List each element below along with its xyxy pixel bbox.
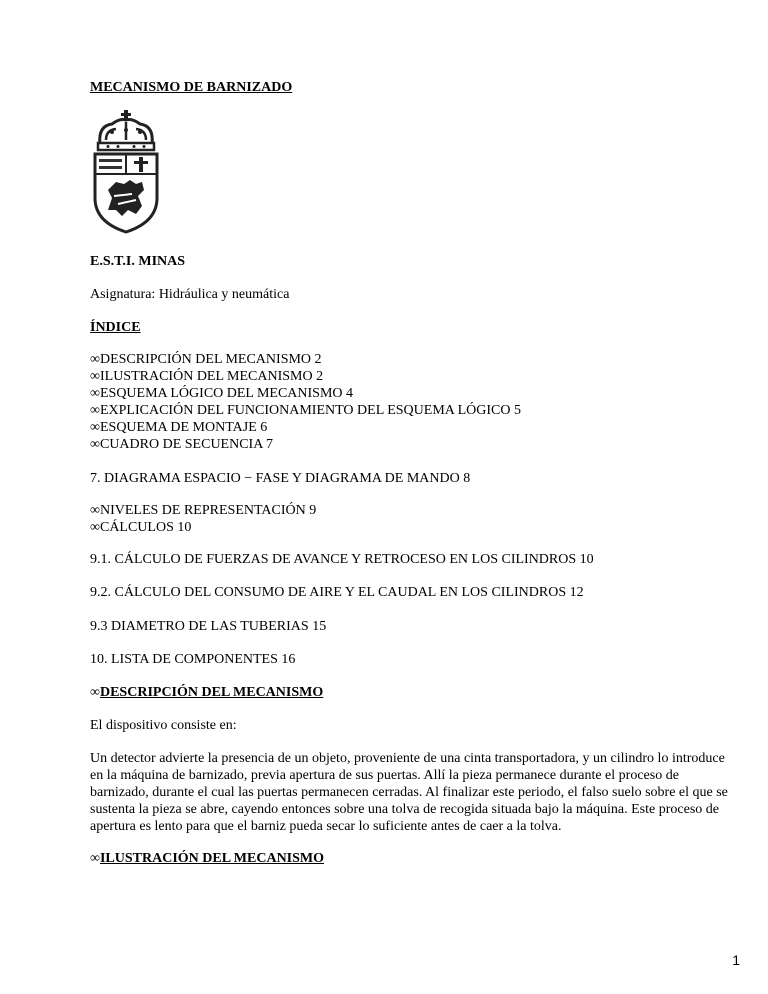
infinity-bullet-icon: ∞: [90, 386, 100, 401]
description-paragraph: Un detector advierte la presencia de un objeto, proveniente de una cinta transportadora, y un cilindro lo introduce en la máquina de barnizado, previa apertura de sus puertas. Allí la pieza permanece durante el proceso de barnizado, durante el cual las puertas permanecen cerradas. Al finalizar este periodo, el falso suelo sobre el que se sustenta la pieza se abre, cayendo entonces sobre una tolva de recogida situada bajo la máquina. Este proceso de apertura es lento para que el barniz pueda secar lo suficiente antes de caer a la tolva.: [90, 751, 728, 834]
index-item-9-2: 9.2. CÁLCULO DEL CONSUMO DE AIRE Y EL CAUDAL EN LOS CILINDROS 12: [90, 585, 584, 600]
document-title: MECANISMO DE BARNIZADO: [90, 80, 293, 95]
infinity-bullet-icon: ∞: [90, 352, 100, 367]
school-name: E.S.T.I. MINAS: [90, 254, 186, 269]
section-1-heading: ∞DESCRIPCIÓN DEL MECANISMO: [90, 685, 324, 700]
index-item-10: 10. LISTA DE COMPONENTES 16: [90, 652, 296, 667]
index-item-7: 7. DIAGRAMA ESPACIO − FASE Y DIAGRAMA DE MANDO 8: [90, 471, 471, 486]
index-item-9-1: 9.1. CÁLCULO DE FUERZAS DE AVANCE Y RETROCESO EN LOS CILINDROS 10: [90, 552, 594, 567]
infinity-bullet-icon: ∞: [90, 851, 100, 866]
infinity-bullet-icon: ∞: [90, 369, 100, 384]
infinity-bullet-icon: ∞: [90, 437, 100, 452]
infinity-bullet-icon: ∞: [90, 503, 100, 518]
index-item: ∞NIVELES DE REPRESENTACIÓN 9: [90, 503, 317, 518]
index-list-2: [90, 502, 316, 536]
section-2-heading: ∞ILUSTRACIÓN DEL MECANISMO: [90, 851, 325, 866]
index-item: ∞CÁLCULOS 10: [90, 520, 192, 535]
index-item: ∞DESCRIPCIÓN DEL MECANISMO 2: [90, 352, 322, 367]
index-item: ∞ILUSTRACIÓN DEL MECANISMO 2: [90, 369, 324, 384]
index-list-1: [90, 351, 521, 453]
page-number: 1: [732, 952, 740, 968]
intro-text: El dispositivo consiste en:: [90, 718, 237, 733]
infinity-bullet-icon: ∞: [90, 420, 100, 435]
infinity-bullet-icon: ∞: [90, 520, 100, 535]
index-heading: ÍNDICE: [90, 320, 141, 335]
infinity-bullet-icon: ∞: [90, 685, 100, 700]
university-crest-logo: [92, 110, 160, 235]
index-item: ∞EXPLICACIÓN DEL FUNCIONAMIENTO DEL ESQUEMA LÓGICO 5: [90, 403, 522, 418]
index-item: ∞ESQUEMA DE MONTAJE 6: [90, 420, 268, 435]
index-item: ∞CUADRO DE SECUENCIA 7: [90, 437, 274, 452]
index-item-9-3: 9.3 DIAMETRO DE LAS TUBERIAS 15: [90, 619, 327, 634]
subject-line: Asignatura: Hidráulica y neumática: [90, 287, 290, 302]
index-item: ∞ESQUEMA LÓGICO DEL MECANISMO 4: [90, 386, 354, 401]
infinity-bullet-icon: ∞: [90, 403, 100, 418]
